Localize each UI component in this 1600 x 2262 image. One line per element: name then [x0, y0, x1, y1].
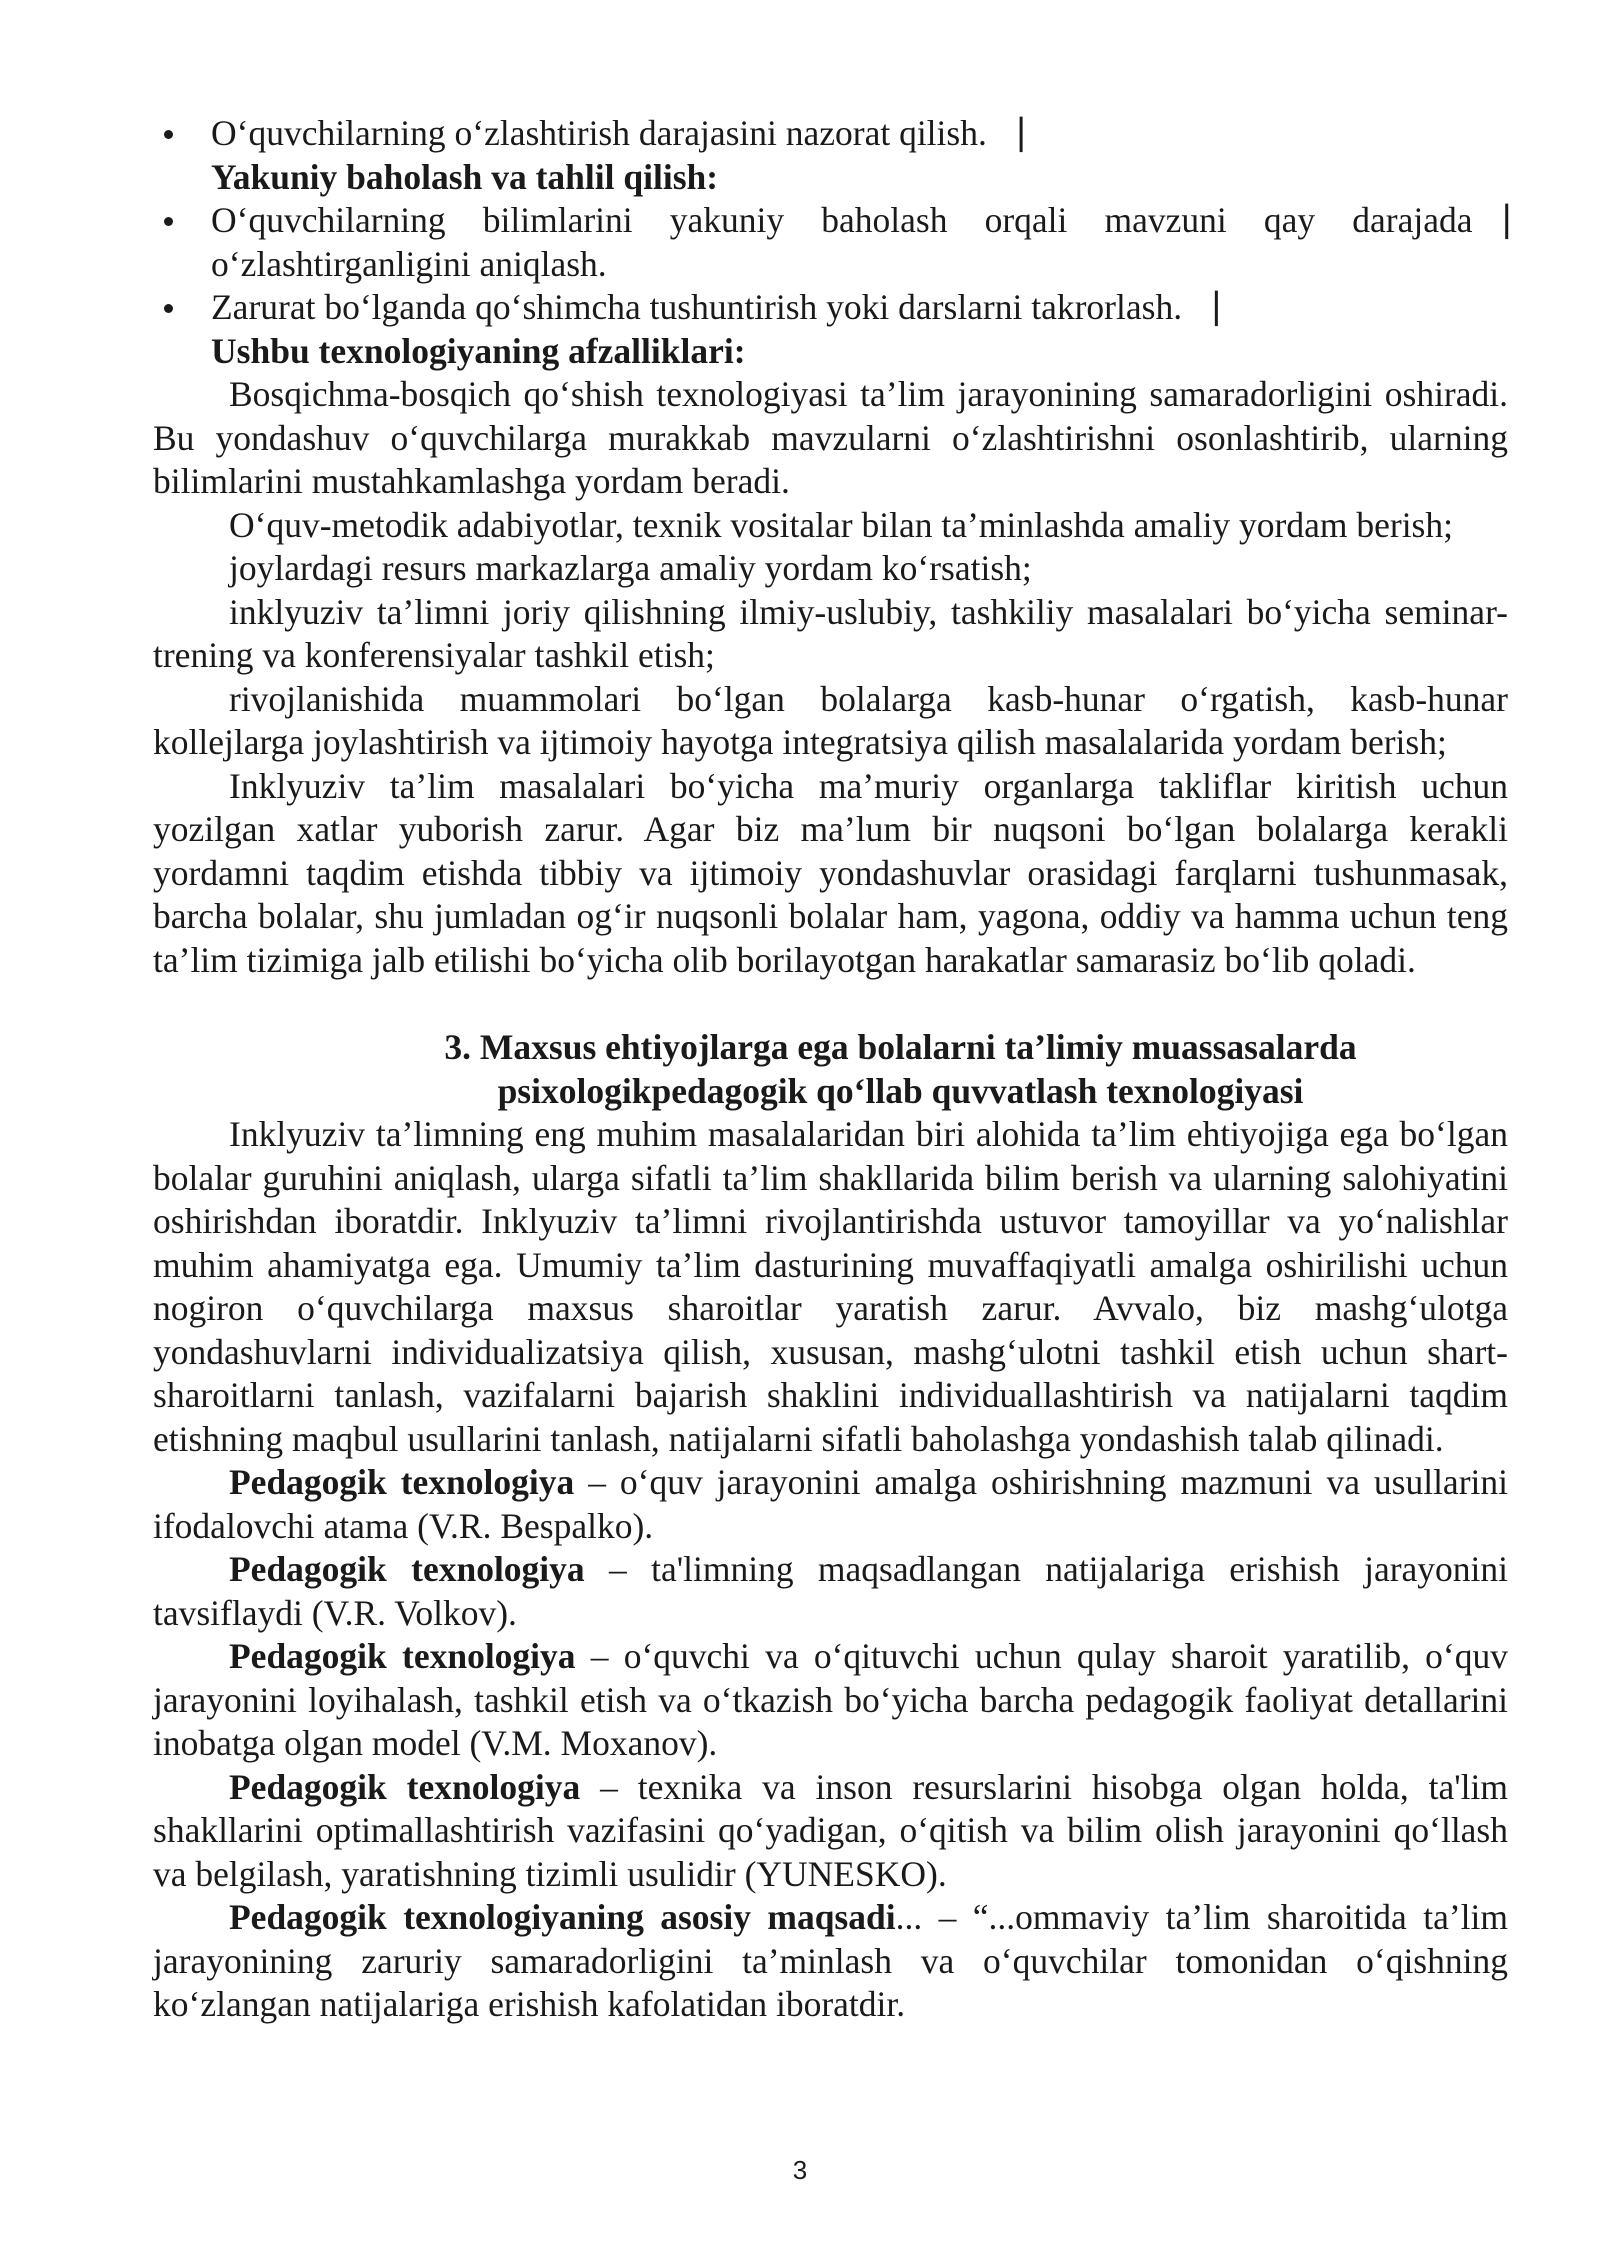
definition-term: Pedagogik texnologiya — [229, 1636, 576, 1676]
section-spacer — [153, 982, 1508, 1026]
section-heading — [153, 1026, 1508, 1113]
definition-paragraph — [153, 1461, 1508, 1548]
definition-text: ... – “...ommaviy ta’lim sharoitida ta’lim jarayonining zaruriy samaradorligini ta’minlash va o‘quvchilar tomonidan o‘qishning ko‘zlangan natijalariga erishish kafolatidan iboratdir. — [153, 1897, 1508, 2024]
definition-paragraph — [153, 1548, 1508, 1635]
paragraph: inklyuziv ta’limni joriy qilishning ilmiy-uslubiy, tashkiliy masalalari bo‘yicha seminar-trening va konferensiyalar tashkil etish; — [153, 591, 1508, 675]
bullet-icon — [164, 304, 173, 313]
list-item: Zarurat bo‘lganda qo‘shimcha tushuntirish yoki darslarni takrorlash.⎹ — [153, 286, 1508, 330]
paragraph: rivojlanishida muammolari bo‘lgan bolalarga kasb-hunar o‘rgatish, kasb-hunar kollejlarga joylashtirish va ijtimoiy hayotga integratsiya qilish masalalarida yordam berish; — [153, 678, 1508, 762]
section-heading-line1: 3. Maxsus ehtiyojlarga ega bolalarni ta’limiy muassasalarda — [444, 1027, 1357, 1067]
definition-paragraph — [153, 1635, 1508, 1766]
bullet-list-final — [153, 199, 1508, 330]
definition-term: Pedagogik texnologiyaning asosiy maqsadi — [229, 1897, 896, 1937]
list-item: O‘quvchilarning bilimlarini yakuniy baholash orqali mavzuni qay darajada⎹ o‘zlashtirganligini aniqlash. — [153, 199, 1508, 286]
section-heading-line2: psixologikpedagogik qo‘llab quvvatlash texnologiyasi — [497, 1070, 1304, 1111]
subheading-final-assessment: Yakuniy baholash va tahlil qilish: — [211, 156, 719, 197]
paragraph: Bosqichma-bosqich qo‘shish texnologiyasi ta’lim jarayonining samaradorligini oshiradi. Bu yondashuv o‘quvchilarga murakkab mavzularni o‘zlashtirishni osonlashtirib, ularning bilimlarini mustahkamlashga yordam beradi. — [153, 374, 1508, 501]
paragraph: Inklyuziv ta’lim masalalari bo‘yicha ma’muriy organlarga takliflar kiritish uchun yozilgan xatlar yuborish zarur. Agar biz ma’lum bir nuqsoni bo‘lgan bolalarga kerakli yordamni taqdim etishda tibbiy va ijtimoiy yondashuvlar orasidagi farqlarni tushunmasak, barcha bolalar, shu jumladan og‘ir nuqsonli bolalar ham, yagona, oddiy va hamma uchun teng ta’lim tizimiga jalb etilishi bo‘yicha olib borilayotgan harakatlar samarasiz bo‘lib qoladi. — [153, 765, 1508, 980]
intro-paragraph: Inklyuziv ta’limning eng muhim masalalaridan biri alohida ta’lim ehtiyojiga ega bo‘lgan bolalar guruhini aniqlash, ularga sifatli ta’lim shakllarida bilim berish va ularning salohiyatini oshirishdan iboratdir. Inklyuziv ta’limni rivojlantirishda ustuvor tamoyillar va yo‘nalishlar muhim ahamiyatga ega. Umumiy ta’lim dasturining muvaffaqiyatli amalga oshirilishi uchun nogiron o‘quvchilarga maxsus sharoitlar yaratish zarur. Avvalo, biz mashg‘ulotga yondashuvlarni individualizatsiya qilish, xususan, mashg‘ulotni tashkil etish uchun shart-sharoitlarni tanlash, vazifalarni bajarish shaklini individuallashtirish va natijalarni taqdim etishning maqbul usullarini tanlash, natijalarni sifatli baholashga yondashish talab qilinadi. — [153, 1114, 1508, 1459]
definition-term: Pedagogik texnologiya — [229, 1766, 581, 1807]
definition-paragraph — [153, 1766, 1508, 1897]
subheading-advantages: Ushbu texnologiyaning afzalliklari: — [211, 330, 746, 371]
definition-text: – ta'limning maqsadlangan natijalariga erishish jarayonini tavsiflaydi (V.R. Volkov). — [153, 1549, 1509, 1633]
definition-text: – o‘quv jarayonini amalga oshirishning mazmuni va usullarini ifodalovchi atama (V.R. Bespalko). — [153, 1462, 1508, 1546]
definition-term: Pedagogik texnologiya — [229, 1549, 585, 1589]
paragraph: joylardagi resurs markazlarga amaliy yordam ko‘rsatish; — [229, 548, 1032, 588]
definition-text: – texnika va inson resurslarini hisobga olgan holda, ta'lim shakllarini optimallashtirish vazifasini qo‘yadigan, o‘qitish va bilim olish jarayonini qo‘llash va belgilash, yaratishning tizimli usulidir (YUNESKO). — [153, 1766, 1508, 1894]
bullet-icon — [164, 130, 173, 139]
list-item: O‘quvchilarning o‘zlashtirish darajasini nazorat qilish.⎹ — [153, 112, 1508, 156]
definition-text: – o‘quvchi va o‘qituvchi uchun qulay sharoit yaratilib, o‘quv jarayonini loyihalash, tashkil etish va o‘tkazish bo‘yicha barcha pedagogik faoliyat detallarini inobatga olgan model (V.M. Moxanov). — [153, 1636, 1508, 1763]
bullet-list-top — [153, 112, 1508, 156]
paragraph: O‘quv-metodik adabiyotlar, texnik vositalar bilan ta’minlashda amaliy yordam berish; — [229, 504, 1453, 545]
definition-paragraph — [153, 1896, 1508, 2027]
definition-term: Pedagogik texnologiya — [229, 1462, 575, 1502]
bullet-icon — [164, 217, 173, 226]
page-number: 3 — [792, 2155, 808, 2185]
